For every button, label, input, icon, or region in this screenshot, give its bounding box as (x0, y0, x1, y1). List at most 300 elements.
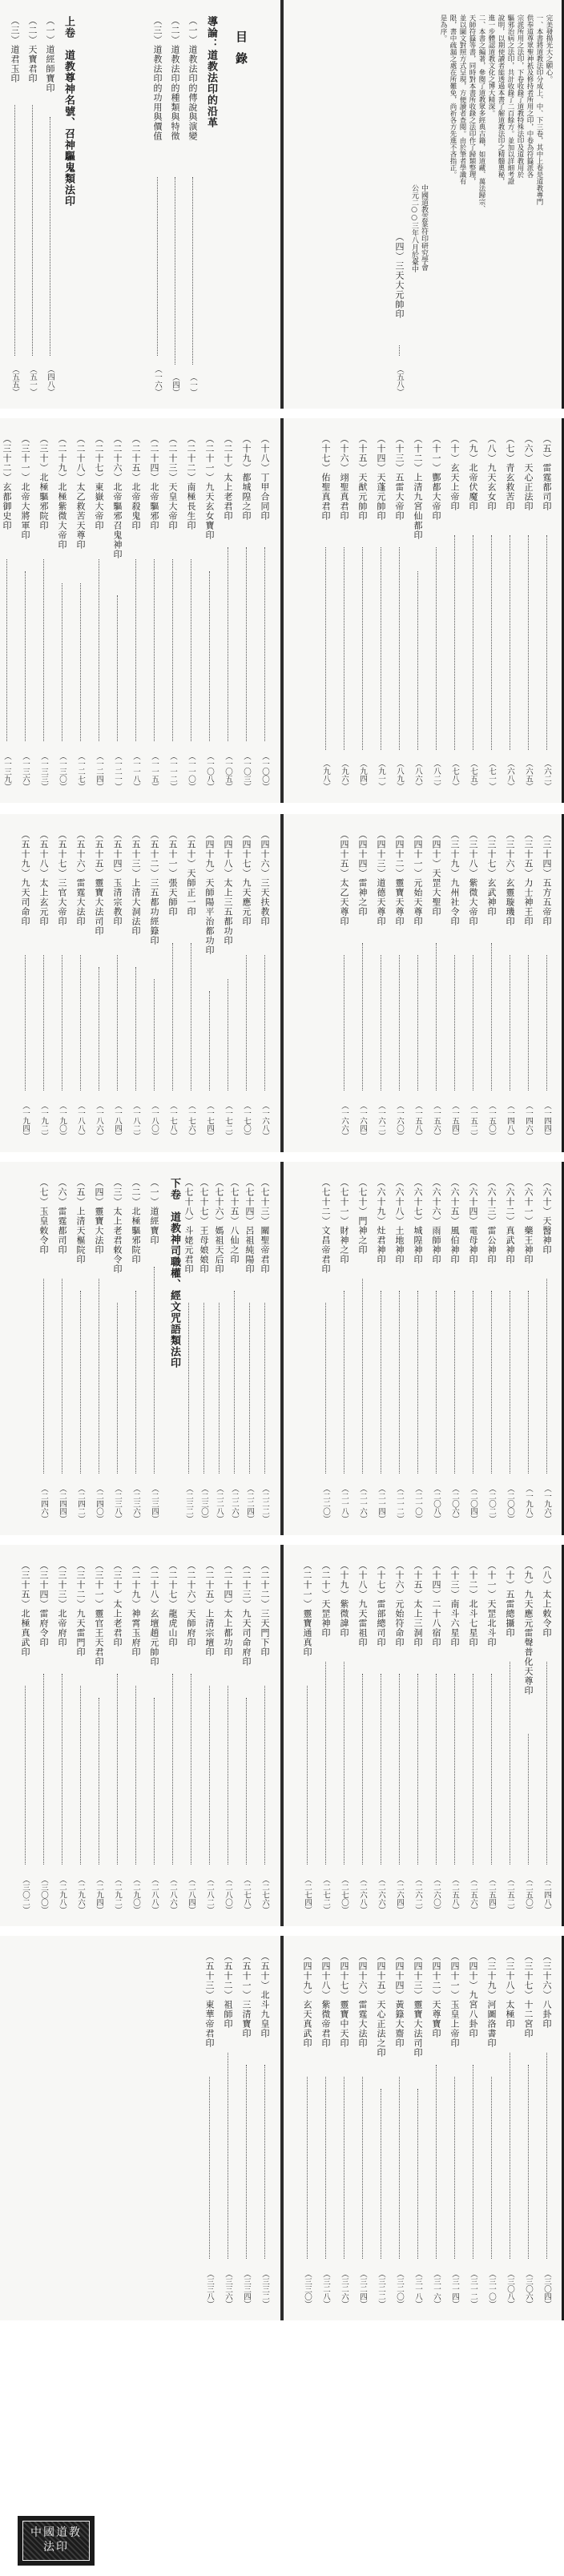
toc-entry-page: （二一六） (358, 1484, 367, 1522)
toc-entry (93, 1178, 105, 1522)
dot-leader (436, 2065, 437, 2259)
toc-entry-page: （三〇二） (21, 1875, 30, 1913)
toc-entry (522, 434, 534, 790)
dot-leader (528, 2065, 529, 2259)
toc-entry-label: （四十四）黃籙大齋印 (394, 1952, 405, 2048)
toc-entry-page: （九四） (358, 760, 367, 790)
toc-entry-label: （四十一）元始天尊印 (413, 830, 423, 926)
toc-entry-page: （一二四） (95, 752, 103, 790)
toc-entry-label: （三）太上老君敕令印 (112, 1178, 123, 1274)
dot-leader (399, 1291, 400, 1473)
toc-entry (185, 830, 197, 1139)
dot-leader (528, 1291, 529, 1473)
toc-entry-label: （六十四）電母神印 (468, 1178, 478, 1264)
toc-entry-label: （十二）上清九宮仙都印 (413, 434, 423, 540)
dot-leader (172, 943, 173, 1090)
dot-leader (172, 1674, 173, 1864)
toc-entry (449, 1561, 461, 1913)
toc-entry (240, 434, 252, 790)
dot-leader (325, 2077, 326, 2259)
toc-entry (467, 830, 479, 1139)
toc-entry-page: （一七〇） (242, 1101, 251, 1139)
toc-entry-label: （五十一）三清寶印 (241, 1952, 252, 2038)
toc-entry (541, 434, 553, 790)
dot-leader (43, 955, 44, 1090)
toc-entry-label: （六十五）風伯神印 (449, 1178, 460, 1264)
toc-entry (412, 830, 424, 1139)
toc-entry (75, 1561, 87, 1913)
toc-entry-label: （二十）太上老君印 (223, 434, 233, 521)
toc-entry-label: （三十七）玄武神印 (486, 830, 497, 917)
dot-leader (399, 1674, 400, 1864)
toc-entry-label: （十六）翊聖真君印 (339, 434, 349, 521)
toc-entry-label: （二十三）九天司命府印 (241, 1561, 252, 1667)
toc-entry-page: （一七二） (224, 1101, 232, 1139)
toc-entry-label: （二十一）靈寶通真印 (302, 1561, 312, 1657)
toc-entry-page: （三一〇） (487, 2269, 496, 2308)
toc-entry-label: （三十一）靈官王天君印 (94, 1561, 104, 1667)
toc-entry-page: （三三二） (260, 2269, 269, 2308)
toc-entry-page: （一六四） (358, 1101, 367, 1139)
toc-entry-page: （二五〇） (524, 1875, 533, 1913)
toc-entry-page: （二五二） (506, 1875, 514, 1913)
preface-line: 限，書中疏漏之處在所難免，尚祈各方先進不吝指正。 (449, 14, 457, 178)
toc-entry-label: （十九）紫微諱印 (339, 1561, 349, 1638)
toc-entry (259, 1952, 271, 2308)
toc-entry (412, 434, 424, 790)
dot-leader (203, 1303, 204, 1473)
toc-entry-page: （一六〇） (395, 1101, 404, 1139)
toc-entry-label: （七十四）呂祖純陽印 (244, 1178, 255, 1274)
dot-leader (249, 1303, 250, 1473)
toc-entry (541, 830, 553, 1139)
toc-entry-label: （五十三）上清大洞法印 (131, 830, 141, 936)
toc-entry-page: （三二六） (340, 2269, 348, 2308)
dot-leader (25, 955, 26, 1090)
toc-entry-page: （一六六） (340, 1101, 348, 1139)
dot-leader (399, 345, 400, 356)
preface-line: 天師符籙等書，同時對本書所收錄之法印作了歸類整理， (468, 14, 476, 185)
toc-entry-page: （三三〇） (303, 2269, 312, 2308)
volume-1-title: 上卷 道教尊神名號、召神驅鬼類法印 (62, 16, 75, 207)
toc-entry (467, 1952, 479, 2308)
toc-entry (185, 1561, 197, 1913)
toc-entry (393, 1178, 405, 1522)
toc-entry-page: （二一〇） (413, 1484, 422, 1522)
toc-entry (228, 1178, 240, 1522)
toc-entry-page: （七一） (487, 760, 496, 790)
toc-entry-label: （四十七）靈寶中天印 (339, 1952, 349, 2048)
preface-line: 說明，以期使讀者能透過本書了解道教法印之精髓奧秘， (497, 14, 505, 185)
toc-entry (38, 1561, 50, 1913)
toc-entry-page: （一一八） (131, 752, 140, 790)
toc-entry (320, 434, 332, 790)
dot-leader (454, 1674, 455, 1864)
toc-entry-page: （二二八） (215, 1484, 224, 1522)
toc-entry-page: （一二一） (113, 752, 122, 790)
toc-page-right (282, 814, 564, 1152)
toc-entry-page: （八二） (432, 760, 441, 790)
toc-entry-label: （二十七）東嶽大帝印 (94, 434, 104, 530)
toc-entry (167, 1561, 179, 1913)
toc-entry-label: （三十九）河圖洛書印 (486, 1952, 497, 2048)
dot-leader (454, 2077, 455, 2259)
toc-entry-label: （六十六）雨師神印 (431, 1178, 441, 1264)
toc-entry (338, 1561, 350, 1913)
spread-5 (0, 1545, 564, 1926)
toc-entry-label: （三十八）紫微大帝印 (468, 830, 478, 926)
toc-entry-label: （十三）五雷大帝印 (394, 434, 405, 521)
toc-entry-label: （五十二）祖師印 (223, 1952, 233, 2029)
toc-entry (93, 830, 105, 1139)
toc-entry (183, 1178, 195, 1522)
dot-leader (117, 595, 118, 741)
toc-entry-label: （六）天心正法印 (523, 434, 534, 511)
toc-entry-page: （二七〇） (340, 1875, 348, 1913)
toc-entry-page: （一七六） (187, 1101, 195, 1139)
toc-entry-label: （三十六）八卦印 (542, 1952, 552, 2029)
toc-entry-label: （十九）都城隍之印 (241, 434, 252, 521)
dot-leader (491, 943, 492, 1090)
toc-entry (111, 1561, 123, 1913)
toc-entry (357, 830, 369, 1139)
toc-entry-label: （二）道教法印的種類與特徵 (170, 16, 180, 141)
preface-line: 供奉道尊眾聖神祇及修持者所用之印，中卷為符籙派各 (526, 14, 534, 178)
toc-entry (338, 1178, 350, 1522)
toc-entry-label: （十二）北斗七星印 (468, 1561, 478, 1647)
toc-entry (393, 1952, 405, 2308)
toc-entry-label: （六十）天醫神印 (542, 1178, 552, 1255)
toc-entry (393, 830, 405, 1139)
toc-entry-label: （三十一）北帝大將軍印 (20, 434, 30, 540)
toc-entry (301, 1952, 313, 2308)
toc-entry (148, 434, 160, 790)
toc-entry (240, 1561, 252, 1913)
toc-entry (240, 830, 252, 1139)
toc-entry (93, 1561, 105, 1913)
toc-entry-label: （十六）元始符命印 (394, 1561, 405, 1647)
toc-entry-label: （五十六）雷霆大法印 (75, 830, 86, 926)
toc-entry (111, 1178, 123, 1522)
toc-entry-label: （四）三天大元帥印 (394, 232, 405, 319)
dot-leader (546, 1279, 547, 1473)
toc-entry-page: （二一八） (340, 1484, 348, 1522)
dot-leader (417, 955, 418, 1090)
toc-entry-label: （八）太上敕令印 (542, 1561, 552, 1638)
toc-entry (541, 1178, 553, 1522)
dot-leader (172, 559, 173, 741)
toc-entry (148, 1178, 160, 1522)
dot-leader (491, 2077, 492, 2259)
toc-entry (167, 434, 179, 790)
toc-entry (485, 830, 498, 1139)
toc-entry-page: （三〇四） (542, 2269, 551, 2308)
toc-entry (485, 434, 498, 790)
toc-entry (357, 1178, 369, 1522)
toc-entry (375, 1561, 387, 1913)
dot-leader (491, 1291, 492, 1473)
toc-entry-label: （五）雷霆都司印 (542, 434, 552, 511)
toc-entry-label: （二十九）神霄玉府印 (131, 1561, 141, 1657)
toc-entry (338, 830, 350, 1139)
toc-entry-page: （一六） (153, 365, 162, 396)
toc-entry-page: （二六二） (413, 1875, 422, 1913)
dot-leader (528, 1734, 529, 1864)
toc-entry (56, 830, 68, 1139)
dot-leader (219, 1303, 220, 1473)
toc-entry-label: （九）九天應元雷聲普化天尊印 (523, 1561, 534, 1695)
dot-leader (491, 1674, 492, 1864)
toc-page-left (0, 418, 282, 803)
dot-leader (43, 559, 44, 741)
toc-entry (412, 1178, 424, 1522)
toc-entry-page: （二六六） (377, 1875, 385, 1913)
toc-entry-label: （十）玄天上帝印 (449, 434, 460, 511)
toc-entry (430, 1952, 442, 2308)
toc-entry-label: （三十五）力士神王印 (523, 830, 534, 926)
toc-entry-label: （二十九）北極紫微大帝印 (57, 434, 67, 550)
dot-leader (436, 547, 437, 750)
toc-entry-page: （二三六） (131, 1484, 140, 1522)
toc-entry-label: （三）道君玉印 (10, 16, 20, 83)
toc-entry-page: （三〇八） (506, 2269, 514, 2308)
toc-entry-page: （二四四） (58, 1484, 66, 1522)
dot-leader (436, 1674, 437, 1864)
dot-leader (436, 1291, 437, 1473)
toc-entry (19, 830, 31, 1139)
toc-entry-page: （七五） (469, 760, 477, 790)
dot-leader (264, 1303, 265, 1473)
toc-entry-page: （一〇〇） (260, 752, 269, 790)
toc-entry (56, 1561, 68, 1913)
toc-entry-page: （一九八） (524, 1484, 533, 1522)
toc-entry (449, 1952, 461, 2308)
dot-leader (546, 955, 547, 1090)
toc-entry (259, 434, 271, 790)
dot-leader (135, 1291, 136, 1473)
toc-entry-label: （十一）酆都大帝印 (431, 434, 441, 521)
preface-line: 進一步體認道教文化之博大精深。 (487, 14, 495, 117)
dot-leader (417, 1674, 418, 1864)
toc-entry-page: （一五四） (450, 1101, 459, 1139)
dot-leader (135, 559, 136, 741)
toc-entry-page: （七八） (450, 760, 459, 790)
dot-leader (135, 1686, 136, 1864)
toc-entry-label: （五十）北斗九皇印 (260, 1952, 270, 2038)
toc-entry (130, 1561, 142, 1913)
toc-entry-label: （三十四）雷府令印 (38, 1561, 49, 1647)
toc-entry (467, 434, 479, 790)
toc-entry-page: （九六） (340, 760, 348, 790)
dot-leader (362, 943, 363, 1090)
toc-entry (522, 830, 534, 1139)
dot-leader (454, 535, 455, 750)
toc-entry-page: （五五） (10, 365, 19, 396)
toc-entry-page: （八六） (413, 760, 422, 790)
toc-entry-page: （九一） (377, 760, 385, 790)
toc-entry (412, 1952, 424, 2308)
toc-entry (75, 434, 87, 790)
toc-entry-label: （七十八）斗姥元君印 (183, 1178, 194, 1274)
toc-entry-page: （一五八） (413, 1101, 422, 1139)
toc-entry-page: （二二二） (260, 1484, 269, 1522)
toc-entry-label: （四十三）道德天尊印 (376, 830, 386, 926)
toc-entry (430, 1178, 442, 1522)
toc-entry-page: （一九四） (21, 1101, 30, 1139)
toc-entry (522, 1561, 534, 1913)
toc-entry-label: （三十）太上老君印 (112, 1561, 123, 1647)
dot-leader (6, 559, 7, 741)
dot-leader (362, 1674, 363, 1864)
toc-entry-label: （六十二）真武神印 (505, 1178, 515, 1264)
dot-leader (80, 1291, 81, 1473)
toc-entry (111, 830, 123, 1139)
dot-leader (491, 535, 492, 750)
toc-entry-page: （六二） (542, 760, 551, 790)
volume-2-title: 下卷 道教神司職權、經文咒語類法印 (168, 1178, 180, 1369)
toc-entry-label: （七）玉皇敕令印 (38, 1178, 49, 1255)
preface-line: 一、本書將道教法印分成上、中、下三卷，其中上卷是道教專門 (535, 14, 543, 205)
toc-page-left (0, 1162, 282, 1535)
dot-leader (307, 2077, 308, 2259)
toc-entry-page: （二四二） (76, 1484, 85, 1522)
toc-entry-page: （一八八） (76, 1101, 85, 1139)
toc-entry (375, 830, 387, 1139)
toc-entry (504, 1178, 516, 1522)
dot-leader (246, 547, 247, 741)
dot-leader (264, 1686, 265, 1864)
toc-entry-page: （二四〇） (95, 1484, 103, 1522)
toc-entry (430, 434, 442, 790)
toc-entry (338, 434, 350, 790)
toc-entry-label: （八）九天玄女印 (486, 434, 497, 511)
toc-entry-label: （六十七）城隍神印 (413, 1178, 423, 1264)
toc-entry-page: （二五八） (450, 1875, 459, 1913)
toc-entry (185, 434, 197, 790)
toc-entry-label: （十八）九天雷祖印 (357, 1561, 368, 1647)
seal-stamp (18, 2516, 95, 2566)
toc-entry-page: （二四八） (542, 1875, 551, 1913)
toc-entry-page: （三二四） (358, 2269, 367, 2308)
toc-page-right (282, 1545, 564, 1926)
toc-entry-label: （十四）天蓬元帥印 (376, 434, 386, 521)
toc-page-right (282, 1936, 564, 2320)
toc-entry-page: （二一二） (395, 1484, 404, 1522)
toc-entry (541, 1952, 553, 2308)
toc-entry-page: （三〇六） (524, 2269, 533, 2308)
toc-entry-label: （十七）佑聖真君印 (320, 434, 331, 521)
toc-entry-label: （三十八）太極印 (505, 1952, 515, 2029)
toc-entry-label: （四十）天罡大聖印 (431, 830, 441, 917)
toc-entry-page: （三〇〇） (39, 1875, 48, 1913)
dot-leader (80, 583, 81, 741)
toc-entry-label: （二十七）龍虎山印 (167, 1561, 178, 1647)
toc-entry-label: （六十三）雷公神印 (486, 1178, 497, 1264)
toc-entry-page: （二七四） (303, 1875, 312, 1913)
dot-leader (154, 559, 155, 741)
dot-leader (264, 955, 265, 1090)
toc-entry (203, 830, 216, 1139)
dot-leader (209, 1686, 210, 1864)
toc-entry-page: （二〇六） (450, 1484, 459, 1522)
toc-entry-page: （一五〇） (487, 1101, 496, 1139)
toc-entry-page: （五一） (28, 365, 37, 396)
toc-entry-label: （二十五）北帝殺鬼印 (131, 434, 141, 530)
toc-title: 目錄 (234, 30, 248, 74)
toc-entry-label: （六）雷霆都司印 (57, 1178, 67, 1255)
toc-entry (38, 1178, 50, 1522)
dot-leader (307, 1686, 308, 1864)
toc-entry (19, 434, 31, 790)
toc-entry-page: （二七二） (321, 1875, 330, 1913)
toc-entry-label: （二十）天罡神印 (320, 1561, 331, 1638)
toc-entry (213, 1178, 225, 1522)
toc-entry (375, 1952, 387, 2308)
toc-entry (148, 830, 160, 1139)
dot-leader (325, 1662, 326, 1864)
toc-entry-page: （一四四） (542, 1101, 551, 1139)
toc-entry-page: （二九四） (95, 1875, 103, 1913)
toc-entry-page: （一一〇） (187, 752, 195, 790)
toc-entry (198, 1178, 210, 1522)
toc-entry (375, 434, 387, 790)
toc-entry-label: （七十二）文昌帝君印 (320, 1178, 331, 1274)
toc-entry-label: （五十二）三五都功經籙印 (149, 830, 159, 945)
toc-entry (75, 1178, 87, 1522)
toc-entry-page: （二七八） (242, 1875, 251, 1913)
toc-entry-page: （三二八） (321, 2269, 330, 2308)
toc-entry-page: （二三二） (184, 1484, 193, 1522)
dot-leader (32, 105, 33, 356)
toc-entry (504, 1561, 516, 1913)
toc-entry-page: （一〇八） (205, 752, 214, 790)
preface-line: 並以圖文對照方式呈現，方便讀者查閱。由於筆者學識有 (458, 14, 466, 185)
toc-entry-page: （二二四） (245, 1484, 254, 1522)
toc-entry (320, 1178, 332, 1522)
spread-4 (0, 1162, 564, 1535)
toc-entry-page: （一九二） (39, 1101, 48, 1139)
toc-entry-label: （三）道教法印的功用與價值 (152, 16, 163, 141)
dot-leader (154, 979, 155, 1090)
toc-entry-page: （一三六） (21, 752, 30, 790)
toc-entry-page: （二〇二） (487, 1484, 496, 1522)
preface-line: 二、本書之編著，參閱了道教眾多經典古籍，如道藏、萬法歸宗、 (477, 14, 485, 212)
toc-entry (167, 830, 179, 1139)
toc-entry-page: （二三四） (150, 1484, 159, 1522)
toc-entry-page: （一八六） (95, 1101, 103, 1139)
toc-entry-label: （四十二）靈寶天尊印 (394, 830, 405, 926)
toc-entry (449, 830, 461, 1139)
toc-entry-label: （三十）北極驅邪院印 (38, 434, 49, 530)
toc-entry-page: （一七四） (205, 1101, 214, 1139)
signature-line: 公元二○○三年八月於臺中 (410, 184, 418, 272)
toc-entry-page: （一三九） (2, 752, 11, 790)
preface-line: 是為序。 (439, 14, 447, 42)
toc-entry (449, 1178, 461, 1522)
toc-entry (504, 830, 516, 1139)
toc-entry-page: （一七八） (168, 1101, 177, 1139)
toc-page-left (0, 0, 282, 409)
toc-entry-page: （一三三） (39, 752, 48, 790)
toc-entry-page: （三二〇） (395, 2269, 404, 2308)
toc-entry-label: （四十二）天尊寶印 (431, 1952, 441, 2038)
toc-entry (203, 434, 216, 790)
toc-entry-page: （一六二） (377, 1101, 385, 1139)
dot-leader (546, 1662, 547, 1864)
toc-entry-page: （六五） (524, 760, 533, 790)
toc-page-right (282, 1162, 564, 1535)
toc-entry-page: （一八二） (131, 1101, 140, 1139)
